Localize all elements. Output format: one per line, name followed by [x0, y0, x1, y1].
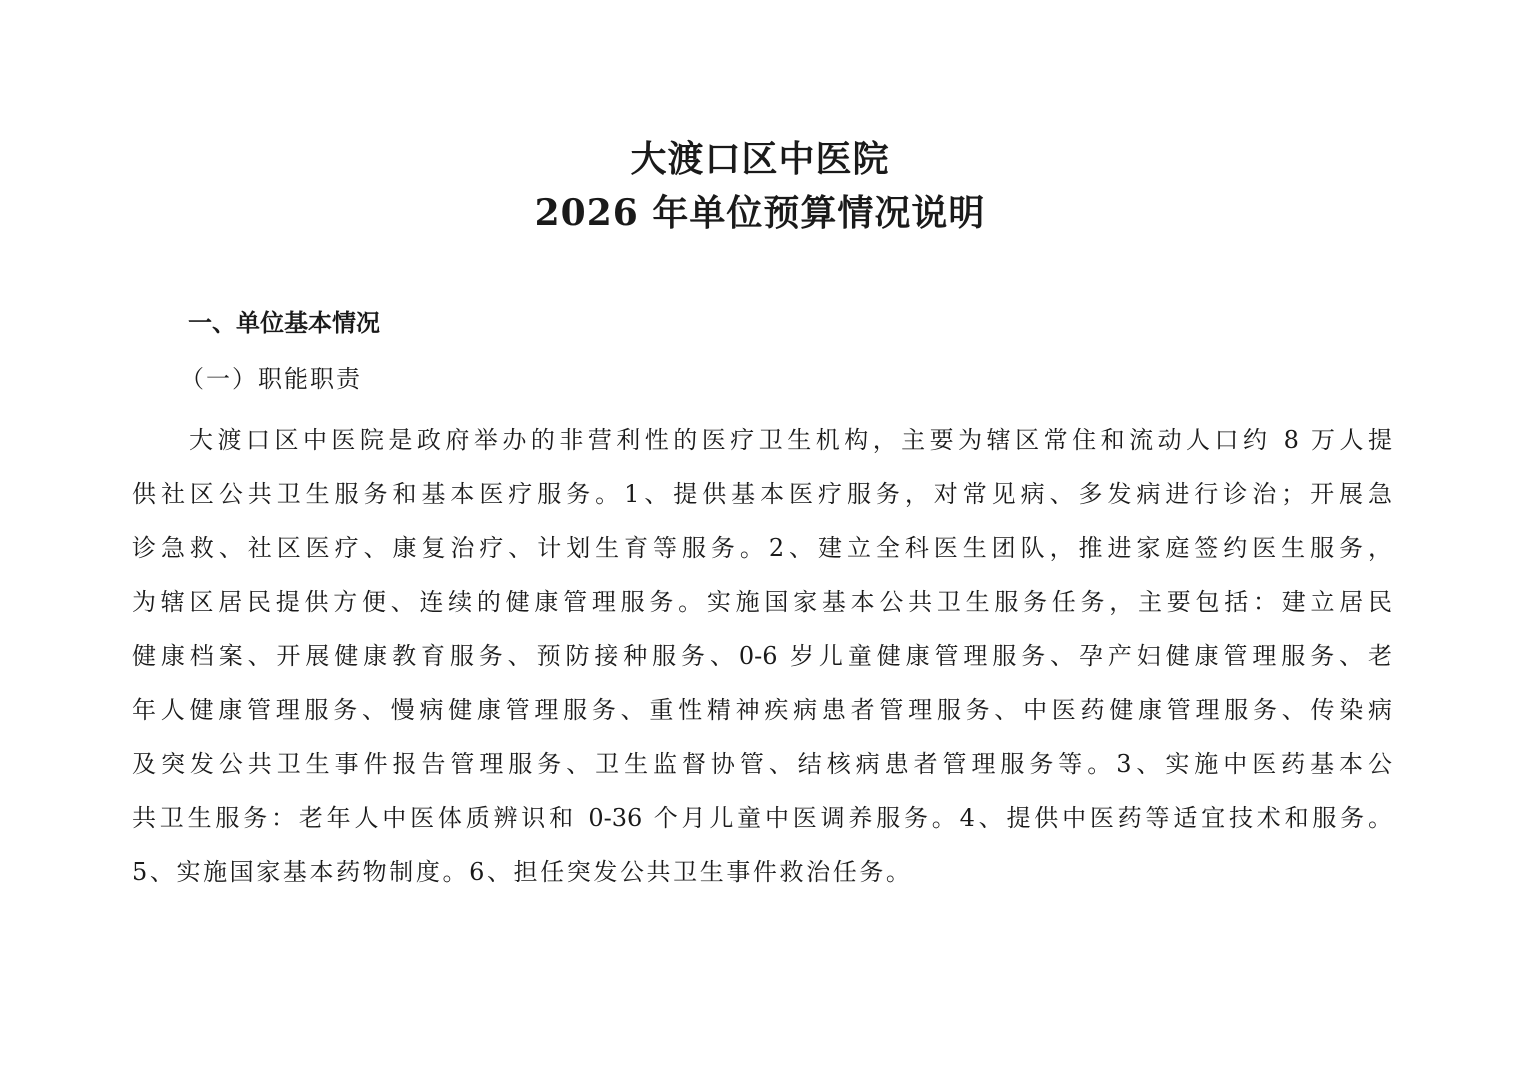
paragraph-line: 5、实施国家基本药物制度。6、担任突发公共卫生事件救治任务。 — [132, 858, 913, 886]
paragraph-line: 及突发公共卫生事件报告管理服务、卫生监督协管、结核病患者管理服务等。3、实施中医药基本公 — [132, 750, 1392, 778]
title-line-1: 大渡口区中医院 — [630, 138, 890, 180]
document-title — [0, 132, 1520, 240]
body-paragraph — [132, 420, 1392, 906]
title-line-2: 2026 年单位预算情况说明 — [534, 192, 986, 234]
paragraph-line: 年人健康管理服务、慢病健康管理服务、重性精神疾病患者管理服务、中医药健康管理服务、传染病 — [132, 696, 1392, 724]
paragraph-line: 为辖区居民提供方便、连续的健康管理服务。实施国家基本公共卫生服务任务，主要包括：建立居民 — [132, 588, 1392, 616]
subsection-heading: （一）职能职责 — [180, 365, 362, 393]
paragraph-line: 大渡口区中医院是政府举办的非营利性的医疗卫生机构，主要为辖区常住和流动人口约 8 万人提 — [189, 426, 1392, 454]
paragraph-line: 供社区公共卫生服务和基本医疗服务。1、提供基本医疗服务，对常见病、多发病进行诊治；开展急 — [132, 480, 1392, 508]
paragraph-line: 共卫生服务：老年人中医体质辨识和 0-36 个月儿童中医调养服务。4、提供中医药等适宜技术和服务。 — [132, 804, 1392, 832]
paragraph-line: 诊急救、社区医疗、康复治疗、计划生育等服务。2、建立全科医生团队，推进家庭签约医生服务， — [132, 534, 1392, 562]
paragraph-line: 健康档案、开展健康教育服务、预防接种服务、0-6 岁儿童健康管理服务、孕产妇健康管理服务、老 — [132, 642, 1392, 670]
section-heading: 一、单位基本情况 — [188, 309, 380, 337]
